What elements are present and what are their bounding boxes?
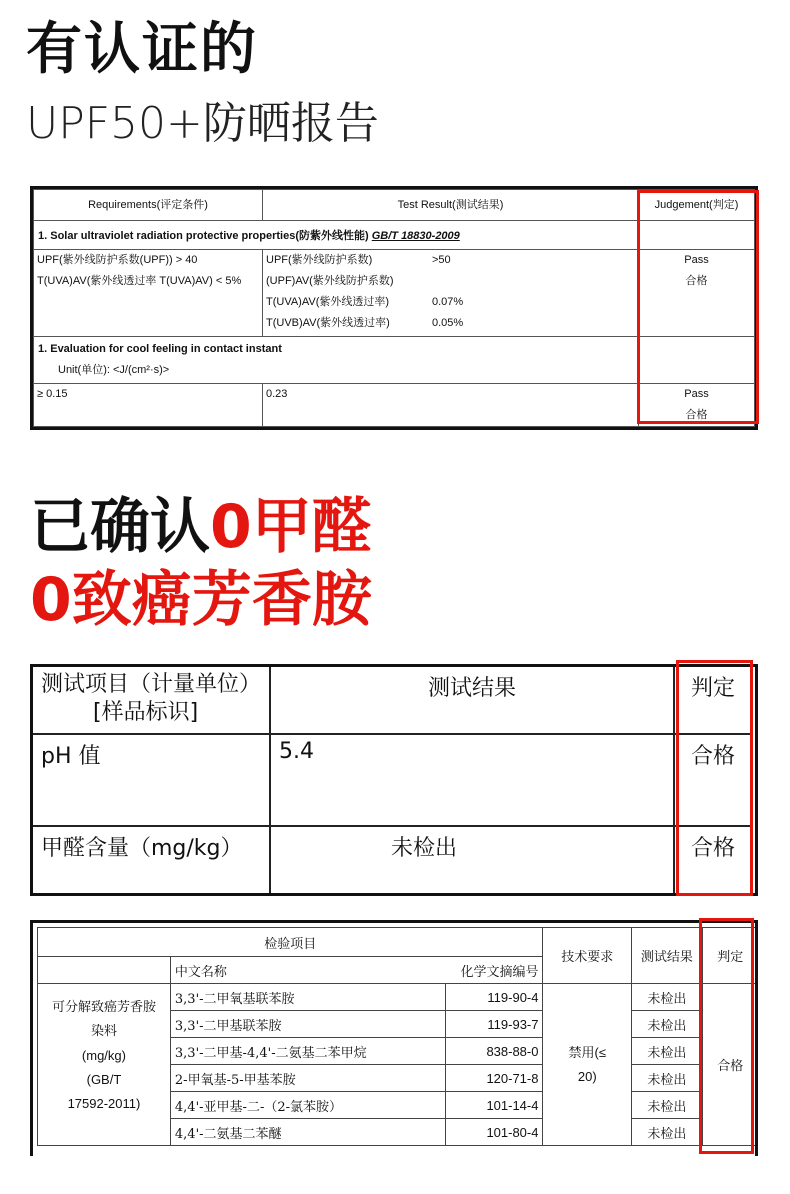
amine-cas: 119-93-7 (445, 1011, 543, 1038)
amine-result: 未检出 (632, 1038, 702, 1065)
section2-requirement: ≥ 0.15 (34, 384, 263, 427)
amine-name: 4,4'-二氨基二苯醚 (170, 1119, 445, 1146)
judge-highlight-box-3 (699, 918, 754, 1154)
heading-upf-report: UPF50+防晒报告 (26, 98, 379, 149)
header-test-result: 测试结果 (632, 928, 702, 984)
row-ph-judge: 合格 (674, 734, 752, 826)
group-label: 可分解致癌芳香胺 染料 (mg/kg) (GB/T 17592-2011) (38, 984, 171, 1146)
header-test-result: 测试结果 (270, 666, 674, 734)
amine-result: 未检出 (632, 984, 702, 1011)
amine-name: 2-甲氧基-5-甲基苯胺 (170, 1065, 445, 1092)
row-formaldehyde-item: 甲醛含量（mg/kg） (32, 826, 270, 896)
amine-name: 4,4'-亚甲基-二-（2-氯苯胺） (170, 1092, 445, 1119)
amine-table-frame (30, 920, 758, 1156)
judgement-qualified: 合格 (685, 275, 708, 287)
judgement-pass: Pass (684, 254, 709, 266)
row-formaldehyde-judge: 合格 (674, 826, 752, 896)
row-formaldehyde-result: 未检出 (270, 826, 674, 896)
section2-result: 0.23 (263, 384, 639, 427)
amine-table (37, 927, 758, 1146)
result-line: T(UVA)AV(紫外线透过率) 0.07% (266, 296, 464, 308)
judgement-highlight-box (637, 190, 759, 424)
header-requirements: Requirements(评定条件) (34, 190, 263, 221)
amine-result: 未检出 (632, 1092, 702, 1119)
header-requirement: 技术要求 (543, 928, 632, 984)
amine-result: 未检出 (632, 1065, 702, 1092)
judge-highlight-box-2 (676, 660, 753, 896)
judgement-pass: Pass (684, 388, 709, 400)
heading-no-amines: 0致癌芳香胺 (30, 565, 372, 635)
amine-name: 3,3'-二甲氧基联苯胺 (170, 984, 445, 1011)
heading-confirmed-formaldehyde: 已确认0甲醛 (30, 492, 372, 562)
result-line: (UPF)AV(紫外线防护系数) (266, 275, 394, 287)
judgement-qualified: 合格 (685, 409, 708, 421)
requirement-banned: 禁用(≤ 20) (543, 984, 632, 1146)
amine-result: 未检出 (632, 1119, 702, 1146)
requirement-line: UPF(紫外线防护系数(UPF)) > 40 (37, 254, 198, 266)
amine-cas: 101-80-4 (445, 1119, 543, 1146)
header-judge: 判定 (674, 666, 752, 734)
header-judgement: Judgement(判定) (639, 190, 755, 221)
result-line: T(UVB)AV(紫外线透过率) 0.05% (266, 317, 464, 329)
section1-requirements (34, 250, 263, 337)
section2-unit: Unit(单位): <J/(cm²·s)> (58, 364, 170, 376)
amine-name: 3,3'-二甲基联苯胺 (170, 1011, 445, 1038)
amine-cas: 838-88-0 (445, 1038, 543, 1065)
amine-cas: 101-14-4 (445, 1092, 543, 1119)
formaldehyde-table (31, 665, 753, 896)
header-blank (38, 957, 171, 984)
header-test-item: 测试项目（计量单位） [样品标识] (32, 666, 270, 734)
section1-standard: GB/T 18830-2009 (371, 230, 460, 242)
amine-judge: 合格 (702, 984, 758, 1146)
section1-title (34, 221, 639, 250)
header-judge: 判定 (702, 928, 758, 984)
requirement-line: T(UVA)AV(紫外线透过率 T(UVA)AV) < 5% (37, 275, 242, 287)
section1-results (263, 250, 639, 337)
section2-title (34, 337, 639, 384)
heading-certified: 有认证的 (26, 17, 258, 82)
amine-cas: 120-71-8 (445, 1065, 543, 1092)
result-line: UPF(紫外线防护系数) >50 (266, 254, 451, 266)
amine-result: 未检出 (632, 1011, 702, 1038)
header-inspection-item: 检验项目 (38, 928, 543, 957)
header-test-result: Test Result(测试结果) (263, 190, 639, 221)
row-ph-result: 5.4 (270, 734, 674, 826)
formaldehyde-table-frame (30, 664, 758, 896)
section1-title-text: 1. Solar ultraviolet radiation protective properties(防紫外线性能) (38, 230, 372, 242)
amine-name: 3,3'-二甲基-4,4'-二氨基二苯甲烷 (170, 1038, 445, 1065)
row-ph-item: pH 值 (32, 734, 270, 826)
header-cas: 化学文摘编号 (445, 957, 543, 984)
header-cn-name: 中文名称 (170, 957, 445, 984)
section2-title-text: 1. Evaluation for cool feeling in contact instant (38, 343, 282, 355)
amine-cas: 119-90-4 (445, 984, 543, 1011)
